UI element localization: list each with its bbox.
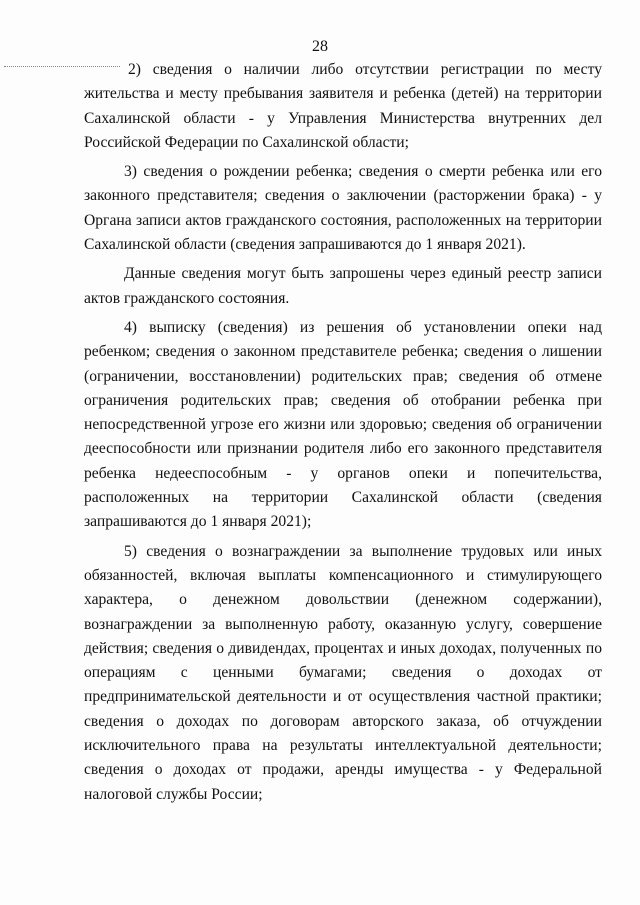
paragraph-item-4: 4) выписку (сведения) из решения об установлении опеки над ребенком; сведения о законном представителе ребенка; сведения о лишении (ограничении, восстановлении) родительских прав; сведения об отмене ограничения родительских прав; сведения об отобрании ребенка при непосредственной угрозе его жизни или здоровью; сведения об ограничении дееспособности или признании родителя либо его законного представителя ребенка недееспособным - у органов опеки и попечительства, расположенных на территории Сахалинской области (сведения запрашиваются до 1 января 2021); xyxy=(84,318,602,531)
paragraph-registry-note: Данные сведения могут быть запрошены через единый реестр записи актов гражданского состояния. xyxy=(84,265,602,307)
paragraph-item-3: 3) сведения о рождении ребенка; сведения о смерти ребенка или его законного представителя; сведения о заключении (расторжении брака) - у Органа записи актов гражданского состояния, расположенных на территории Сахалинской области (сведения запрашиваются до 1 января 2021). xyxy=(84,163,602,254)
document-body xyxy=(84,58,602,812)
paragraph-item-2: 2) сведения о наличии либо отсутствии регистрации по месту жительства и месту пребывания заявителя и ребенка (детей) на территории Сахалинской области - у Управления Министерства внутренних дел Российской Федерации по Сахалинской области; xyxy=(84,61,602,151)
paragraph-item-5: 5) сведения о вознаграждении за выполнение трудовых или иных обязанностей, включая выплаты компенсационного и стимулирующего характера, о денежном довольствии (денежном содержании), вознаграждении за выполненную работу, оказанную услугу, совершение действия; сведения о дивидендах, процентах и иных доходах, полученных по операциям с ценными бумагами; сведения о доходах от предпринимательской деятельности и от осуществления частной практики; сведения о доходах по договорам авторского заказа, об отчуждении исключительного права на результаты интеллектуальной деятельности; сведения о доходах от продажи, аренды имущества - у Федеральной налоговой службы России; xyxy=(84,542,602,803)
page-number: 28 xyxy=(312,38,328,55)
